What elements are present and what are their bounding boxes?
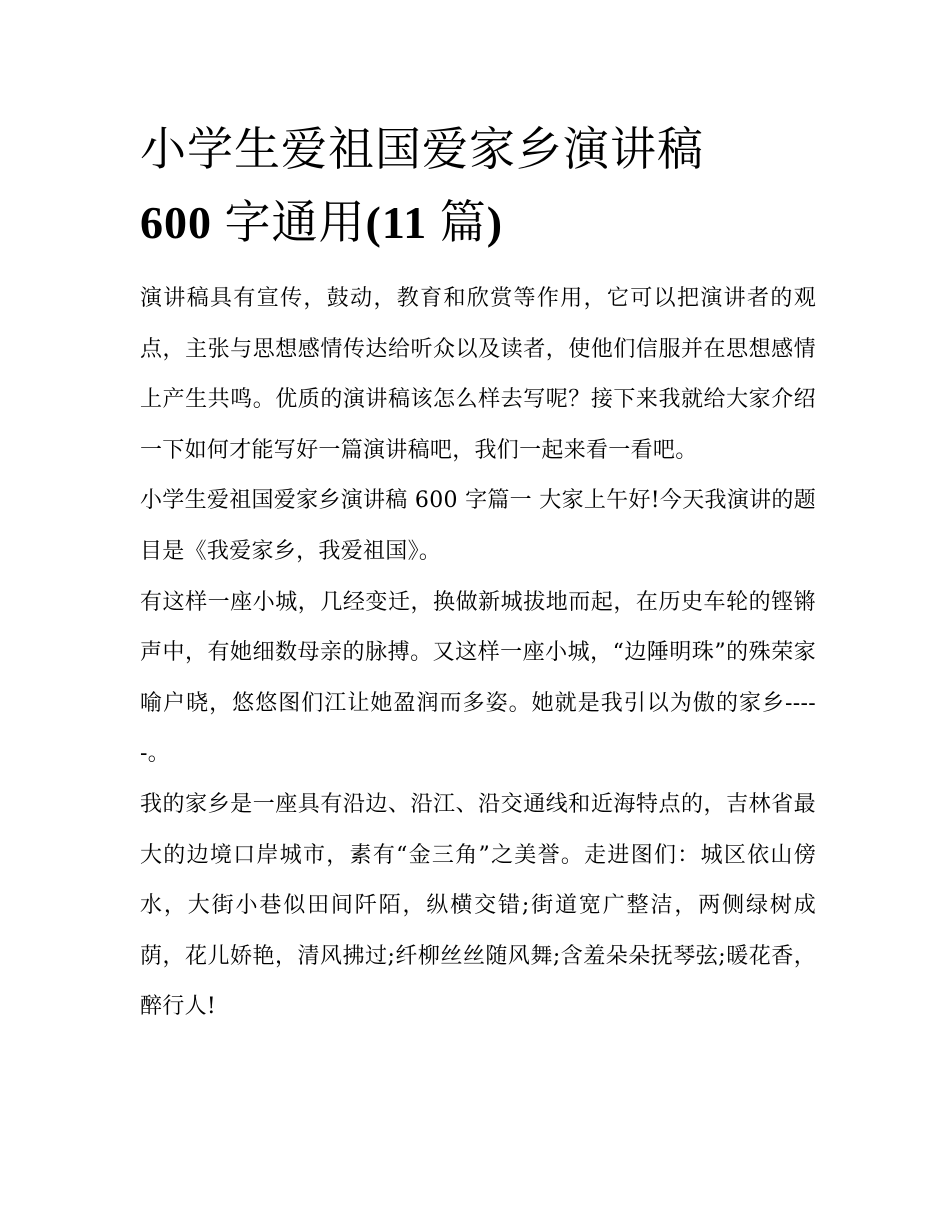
paragraph-greeting: 小学生爱祖国爱家乡演讲稿 600 字篇一 大家上午好!今天我演讲的题目是《我爱家乡，我爱祖国》。 [140,488,817,564]
title-pian: 篇 [427,197,487,248]
document-title [140,112,816,260]
paragraph-hometown: 我的家乡是一座具有沿边、沿江、沿交通线和近海特点的，吉林省最大的边境口岸城市，素有“金三角”之美誉。走进图们：城区依山傍水，大街小巷似田间阡陌，纵横交错;街道宽广整洁，两侧绿树成荫，花儿娇艳，清风拂过;纤柳丝丝随风舞;含羞朵朵抚琴弦;暖花香，醉行人! [140,791,816,1020]
paragraph-small-city: 有这样一座小城，几经变迁，换做新城拔地而起，在历史车轮的铿锵声中，有她细数母亲的脉搏。又这样一座小城，“边陲明珠”的殊荣家喻户晓，悠悠图们江让她盈润而多姿。她就是我引以为傲的家乡-----。 [140,589,816,767]
paragraph-intro: 演讲稿具有宣传，鼓动，教育和欣赏等作用，它可以把演讲者的观点，主张与思想感情传达给听众以及读者，使他们信服并在思想感情上产生共鸣。优质的演讲稿该怎么样去写呢？接下来我就给大家介绍一下如何才能写好一篇演讲稿吧，我们一起来看一看吧。 [140,286,816,463]
title-count: (11 [365,197,428,248]
title-line-1: 小学生爱祖国爱家乡演讲稿 [140,122,704,176]
title-text: 字通用 [212,197,366,248]
title-line-2 [140,186,816,260]
document-page [140,112,816,1033]
title-number: 600 [140,197,212,248]
title-close-paren: ) [486,197,504,248]
document-body [140,274,816,1033]
